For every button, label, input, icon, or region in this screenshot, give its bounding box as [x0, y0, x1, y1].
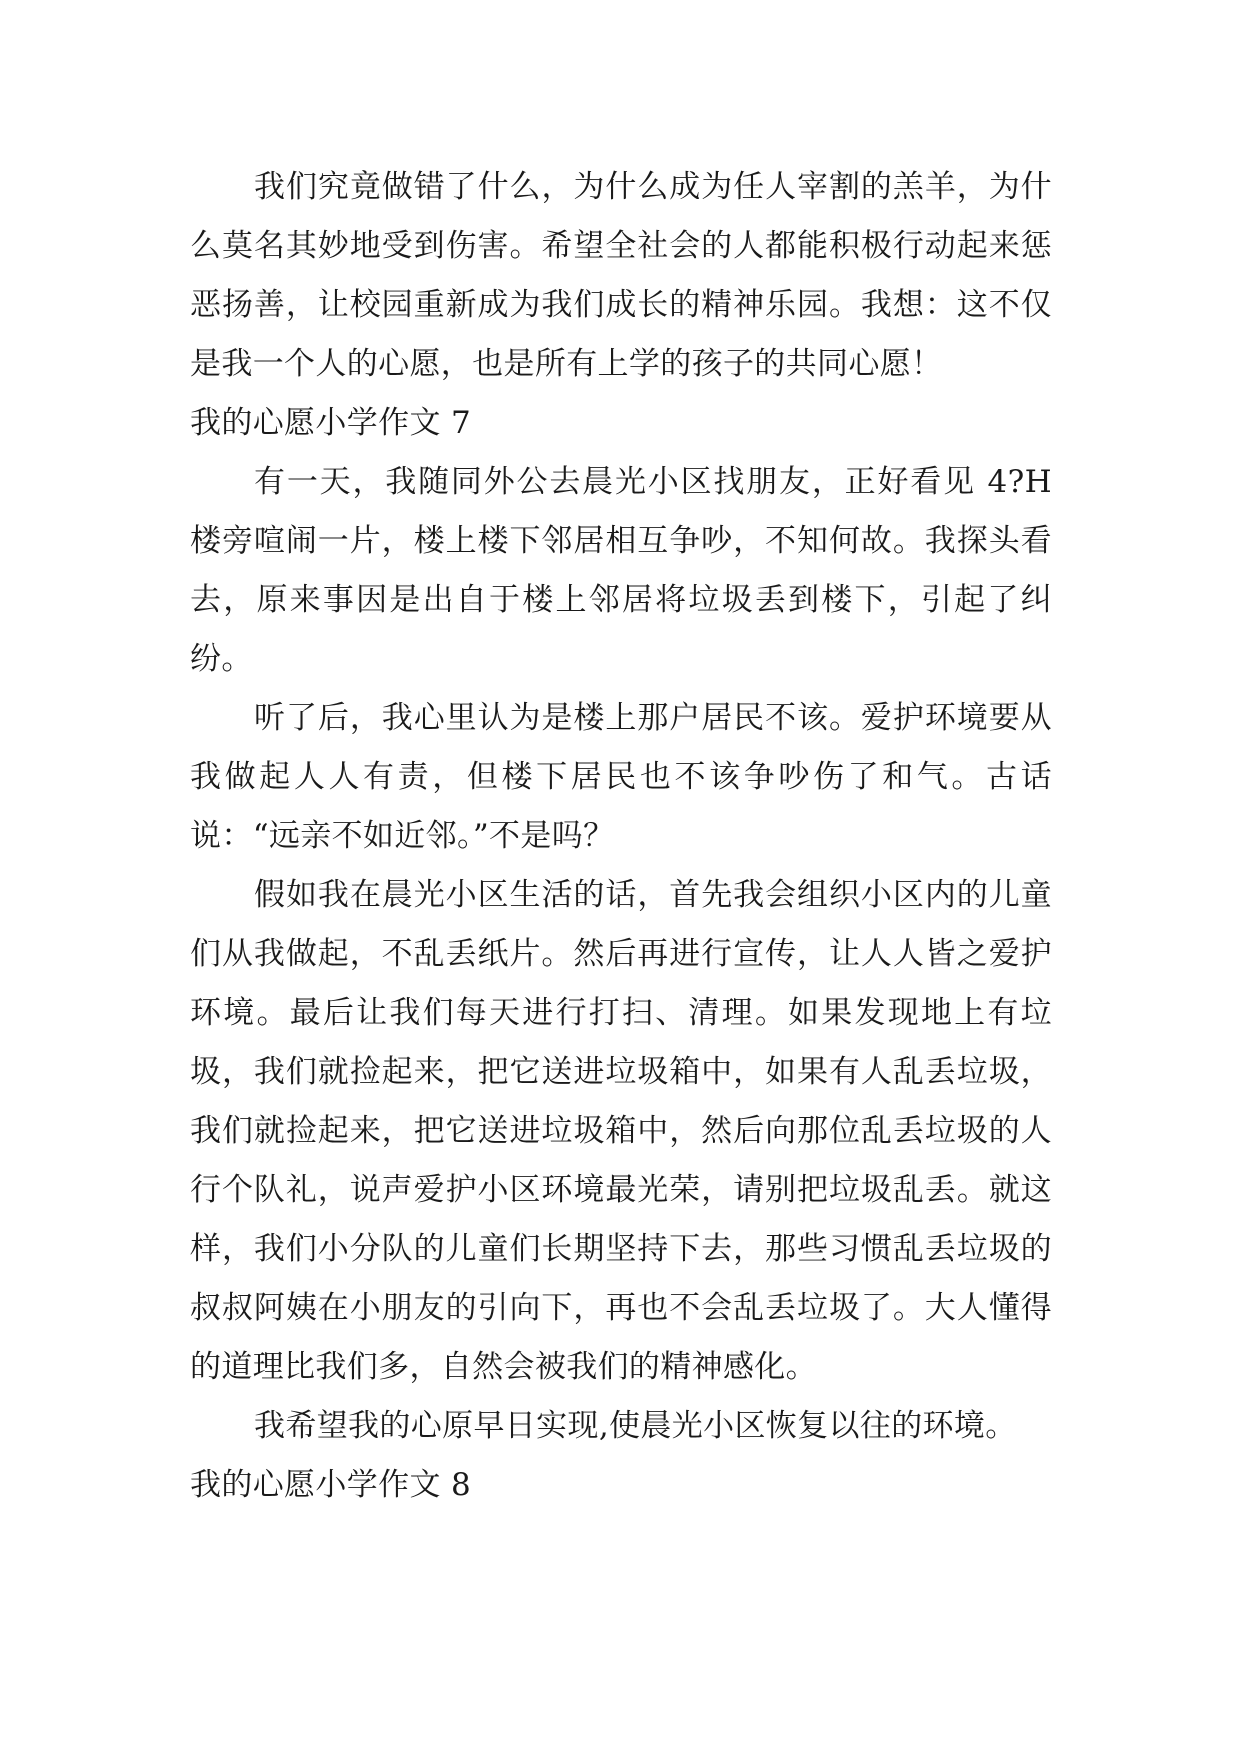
paragraph: 我们究竟做错了什么，为什么成为任人宰割的羔羊，为什么莫名其妙地受到伤害。希望全社会的人都能积极行动起来惩恶扬善，让校园重新成为我们成长的精神乐园。我想：这不仅是我一个人的心愿，也是所有上学的孩子的共同心愿！	[190, 169, 1052, 382]
paragraph: 我希望我的心原早日实现,使晨光小区恢复以往的环境。	[254, 1408, 1017, 1444]
paragraph: 有一天，我随同外公去晨光小区找朋友，正好看见 4?H 楼旁喧闹一片，楼上楼下邻居相互争吵，不知何故。我探头看去，原来事因是出自于楼上邻居将垃圾丢到楼下，引起了纠纷。	[190, 464, 1052, 677]
paragraph: 假如我在晨光小区生活的话，首先我会组织小区内的儿童们从我做起，不乱丢纸片。然后再进行宣传，让人人皆之爱护环境。最后让我们每天进行打扫、清理。如果发现地上有垃圾，我们就捡起来，把它送进垃圾箱中，如果有人乱丢垃圾，我们就捡起来，把它送进垃圾箱中，然后向那位乱丢垃圾的人行个队礼，说声爱护小区环境最光荣，请别把垃圾乱丢。就这样，我们小分队的儿童们长期坚持下去，那些习惯乱丢垃圾的叔叔阿姨在小朋友的引向下，再也不会乱丢垃圾了。大人懂得的道理比我们多，自然会被我们的精神感化。	[190, 877, 1052, 1385]
document-body	[190, 158, 1052, 1515]
paragraph: 听了后，我心里认为是楼上那户居民不该。爱护环境要从我做起人人有责，但楼下居民也不该争吵伤了和气。古话说：“远亲不如近邻。”不是吗？	[190, 700, 1052, 854]
section-heading: 我的心愿小学作文 7	[190, 405, 472, 441]
section-heading: 我的心愿小学作文 8	[190, 1467, 472, 1503]
